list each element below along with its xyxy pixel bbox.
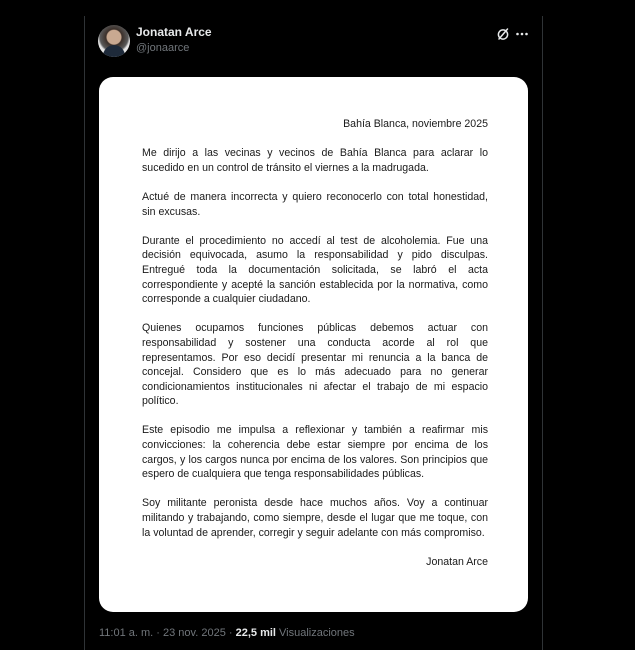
letter-body	[142, 117, 488, 569]
letter-signature: Jonatan Arce	[426, 555, 488, 568]
author-name[interactable]: Jonatan Arce	[136, 25, 212, 39]
post-time[interactable]: 11:01 a. m.	[99, 627, 154, 639]
letter-image[interactable]	[99, 77, 528, 612]
views-count: 22,5 mil	[235, 627, 276, 639]
avatar[interactable]	[98, 25, 130, 57]
letter-date: Bahía Blanca, noviembre 2025	[343, 118, 488, 130]
author-handle[interactable]: @jonaarce	[136, 42, 190, 54]
meta-separator: ·	[156, 627, 160, 639]
letter-paragraph-5: Este episodio me impulsa a reflexionar y también a reafirmar mis convicciones: la coherencia debe estar siempre por encima de los cargos, y los cargos nunca por encima de los valores. Son principios que espero de cualquiera que tenga responsabilidades públicas.	[142, 424, 488, 481]
views-label: Visualizaciones	[279, 627, 355, 639]
grok-icon[interactable]	[496, 27, 510, 41]
post-metadata	[99, 626, 355, 640]
avatar-figure	[103, 45, 125, 57]
meta-separator-2: ·	[228, 627, 233, 639]
letter-paragraph-2: Actué de manera incorrecta y quiero reconocerlo con total honestidad, sin excusas.	[142, 190, 488, 218]
letter-paragraph-1: Me dirijo a las vecinas y vecinos de Bahía Blanca para aclarar lo sucedido en un control de tránsito el viernes a la madrugada.	[142, 147, 488, 174]
letter-paragraph-3: Durante el procedimiento no accedí al test de alcoholemia. Fue una decisión equivocada, asumo la responsabilidad y pido disculpas. Entregué toda la documentación solicitada, se labró el acta correspondiente y acepté la sanción establecida por la normativa, como corresponde a cualquier ciudadano.	[142, 234, 488, 306]
letter-paragraph-6: Soy militante peronista desde hace muchos años. Voy a continuar militando y trabajando, como siempre, desde el lugar que me toque, con la voluntad de aprender, corregir y seguir adelante con más compromiso.	[142, 497, 488, 539]
letter-paragraph-4: Quienes ocupamos funciones públicas debemos actuar con responsabilidad y sostener una conducta acorde al rol que representamos. Por eso decidí presentar mi renuncia a la banca de concejal. Considero que es lo más adecuado para no generar condicionamientos institucionales ni afectar el trabajo de mi espacio político.	[142, 322, 488, 408]
more-icon[interactable]	[515, 27, 529, 41]
post-date[interactable]: 23 nov. 2025	[163, 627, 226, 639]
